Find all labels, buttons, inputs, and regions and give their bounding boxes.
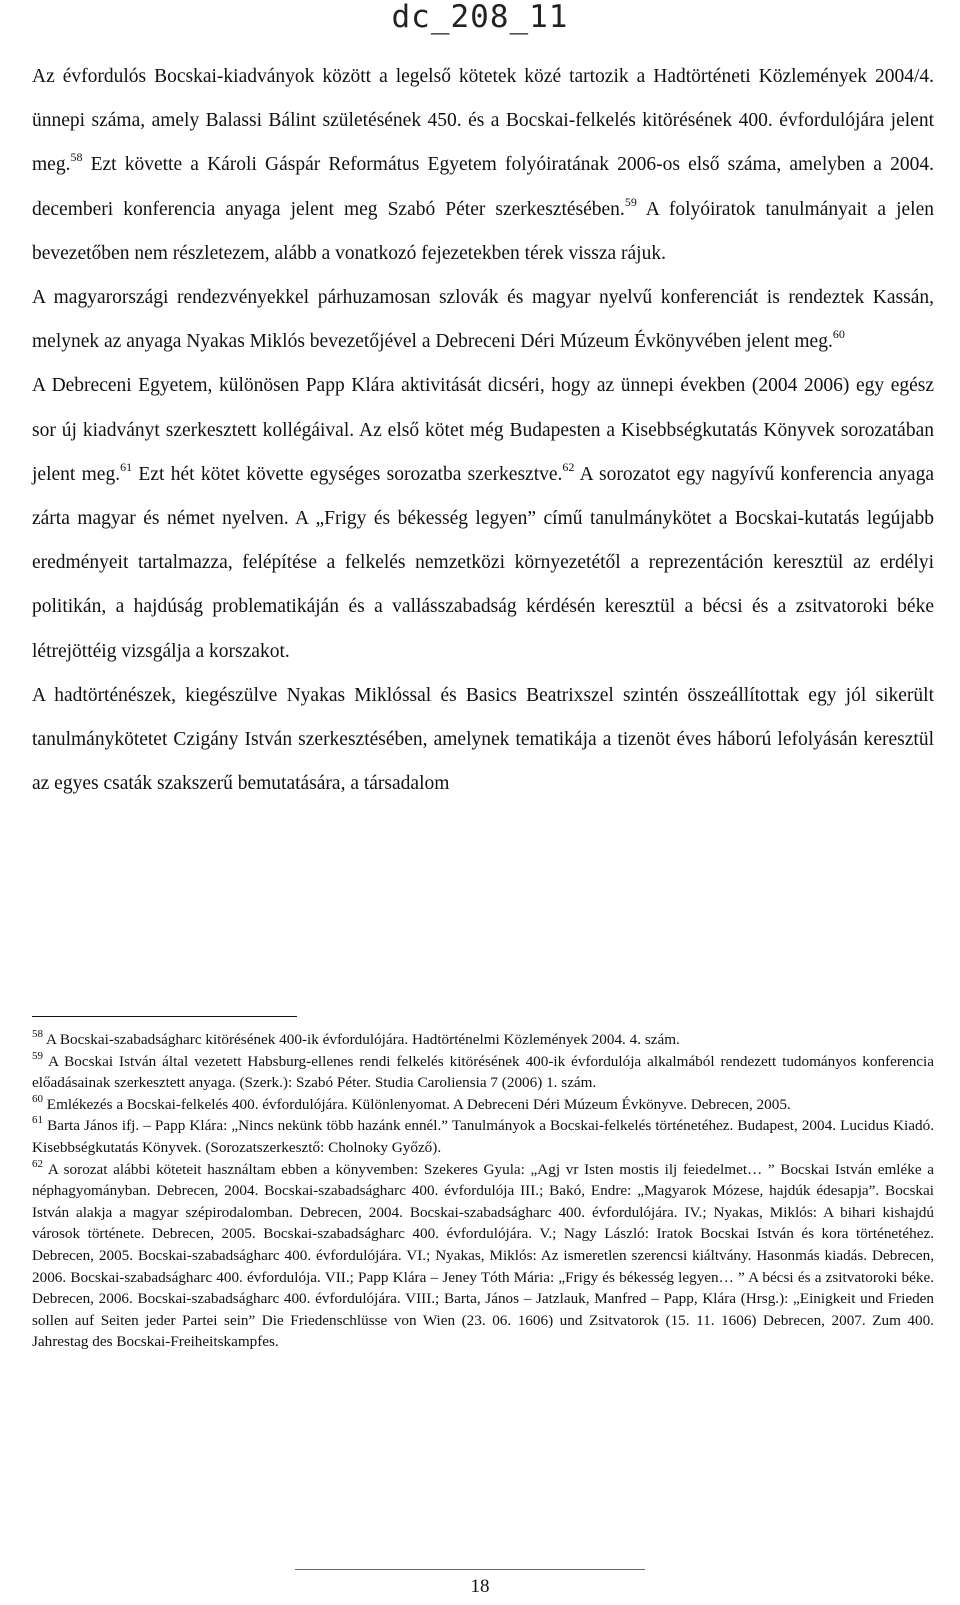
footnote-number: 58 [32, 1028, 43, 1040]
footnote-ref: 62 [562, 459, 575, 474]
footnote-separator [32, 1016, 297, 1017]
paragraph-text: A folyóiratok tanulmányait a jelen bevezetőben nem részletezem, alább a vonatkozó fejezetekben térek vissza rájuk. [32, 198, 935, 264]
footnote-text: Barta János ifj. – Papp Klára: „Nincs nekünk több hazánk ennél.” Tanulmányok a Bocskai-felkelés történetéhez. Budapest, 2004. Lucidus Kiadó. Kisebbségkutatás Könyvek. (Sorozatszerkesztő: Cholnoky Győző). [32, 1117, 934, 1156]
footnote-number: 62 [32, 1157, 43, 1170]
footnote-number: 59 [32, 1049, 43, 1062]
footnotes [32, 1029, 934, 1353]
footnote [32, 1159, 934, 1353]
footnote-text: A sorozat alábbi köteteit használtam ebben a könyvemben: Szekeres Gyula: „Agj vr Isten mostis ilj feiedelmet… ” Bocskai István emléke a néphagyományban. Debrecen, 2004. Bocskai-szabadságharc 400. évfordulója III.; Bakó, Endre: „Magyarok Mózese, hajdúk édesapja”. Bocskai István alakja a magyar szépirodalomban. Debrecen, 2004. Bocskai-szabadságharc 400. évfordulójára. IV.; Nyakas, Miklós: A bihari kishajdú városok története. Debrecen, 2005. Bocskai-szabadságharc 400. évfordulójára. V.; Nagy László: Iratok Bocskai István és kora történetéhez. Debrecen, 2005. Bocskai-szabadságharc 400. évfordulójára. VI.; Nyakas, Miklós: Az ismeretlen szerencsi kiáltvány. Hasonmás kiadás. Debrecen, 2006. Bocskai-szabadságharc 400. évfordulója. VII.; Papp Klára – Jeney Tóth Mária: „Frigy és békesség legyen… ” A bécsi és a zsitvatoroki béke. Debrecen, 2006. Bocskai-szabadságharc 400. évfordulójára. VIII.; Barta, János – Jatzlauk, Manfred – Papp, Klára (Hrsg.): „Einigkeit und Frieden sollen auf Seiten jeder Partei sein” Die Friedenschlüsse von Wien (23. 06. 1606) und Zsitvatorok (15. 11. 1606) Debrecen, 2007. Zum 400. Jahrestag des Bocskai-Freiheitskampfes. [32, 1160, 934, 1351]
paragraph-2 [32, 276, 934, 364]
footnote-ref: 59 [624, 194, 637, 209]
footnote [32, 1051, 934, 1094]
footnote [32, 1094, 934, 1116]
footnote-number: 60 [32, 1092, 43, 1105]
footnote-text: A Bocskai-szabadságharc kitörésének 400-ik évfordulójára. Hadtörténelmi Közlemények 2004. 4. szám. [43, 1031, 680, 1048]
paragraph-text: Ezt hét kötet követte egységes sorozatba szerkesztve. [132, 463, 563, 485]
footnote-ref: 58 [70, 150, 83, 165]
paragraph-text: A magyarországi rendezvényekkel párhuzamosan szlovák és magyar nyelvű konferenciát is rendeztek Kassán, melynek az anyaga Nyakas Miklós bevezetőjével a Debreceni Déri Múzeum Évkönyvében jelent meg. [32, 287, 934, 353]
paragraph-text: A hadtörténészek, kiegészülve Nyakas Miklóssal és Basics Beatrixszel szintén összeállítottak egy jól sikerült tanulmánykötetet Czigány István szerkesztésében, amelynek tematikája a tizenöt éves háború lefolyásán keresztül az egyes csaták szakszerű bemutatására, a társadalom [32, 684, 934, 795]
body-text [32, 55, 934, 806]
paragraph-text: A sorozatot egy nagyívű konferencia anyaga zárta magyar és német nyelven. A „Frigy és békesség legyen” című tanulmánykötet a Bocskai-kutatás legújabb eredményeit tartalmazza, felépítése a felkelés nemzetközi környezetétől a reprezentáción keresztül az erdélyi politikán, a hajdúság problematikáján és a vallásszabadság kérdésén keresztül a bécsi és a zsitvatoroki béke létrejöttéig vizsgálja a korszakot. [32, 463, 934, 662]
footnote [32, 1115, 934, 1158]
footnote [32, 1029, 934, 1051]
page-number: 18 [470, 1576, 490, 1597]
paragraph-text: Ezt követte a Károli Gáspár Református Egyetem folyóiratának 2006-os első száma, amelyben a 2004. decemberi konferencia anyaga jelent meg Szabó Péter szerkesztésében. [32, 154, 934, 220]
paragraph-text: A Debreceni Egyetem, különösen Papp Klára aktivitását dicséri, hogy az ünnepi években (2004 2006) egy egész sor új kiadványt szerkesztett kollégáival. Az első kötet még Budapesten a Kisebbségkutatás Könyvek sorozatában jelent meg. [32, 375, 934, 485]
footnote-text: Emlékezés a Bocskai-felkelés 400. évfordulójára. Különlenyomat. A Debreceni Déri Múzeum Évkönyve. Debrecen, 2005. [43, 1095, 791, 1113]
paragraph-4 [32, 674, 934, 807]
paragraph-text: Az évfordulós Bocskai-kiadványok között a legelső kötetek közé tartozik a Hadtörténeti Közlemények 2004/4. ünnepi száma, amely Balassi Bálint születésének 450. és a Bocskai-felkelés kitörésének 400. évfordulójára jelent meg. [32, 66, 934, 176]
paragraph-1 [32, 55, 934, 276]
footnote-ref: 60 [832, 327, 845, 342]
footnote-text: A Bocskai István által vezetett Habsburg-ellenes rendi felkelés kitörésének 400-ik évfordulója alkalmából rendezett tudományos konferencia előadásainak szerkesztett anyaga. (Szerk.): Szabó Péter. Studia Caroliensia 7 (2006) 1. szám. [32, 1052, 934, 1092]
page-number-rule [295, 1569, 645, 1570]
footnote-ref: 61 [120, 459, 133, 474]
document-id-header: dc_208_11 [391, 0, 569, 35]
footnote-number: 61 [32, 1114, 43, 1127]
paragraph-3 [32, 364, 934, 673]
